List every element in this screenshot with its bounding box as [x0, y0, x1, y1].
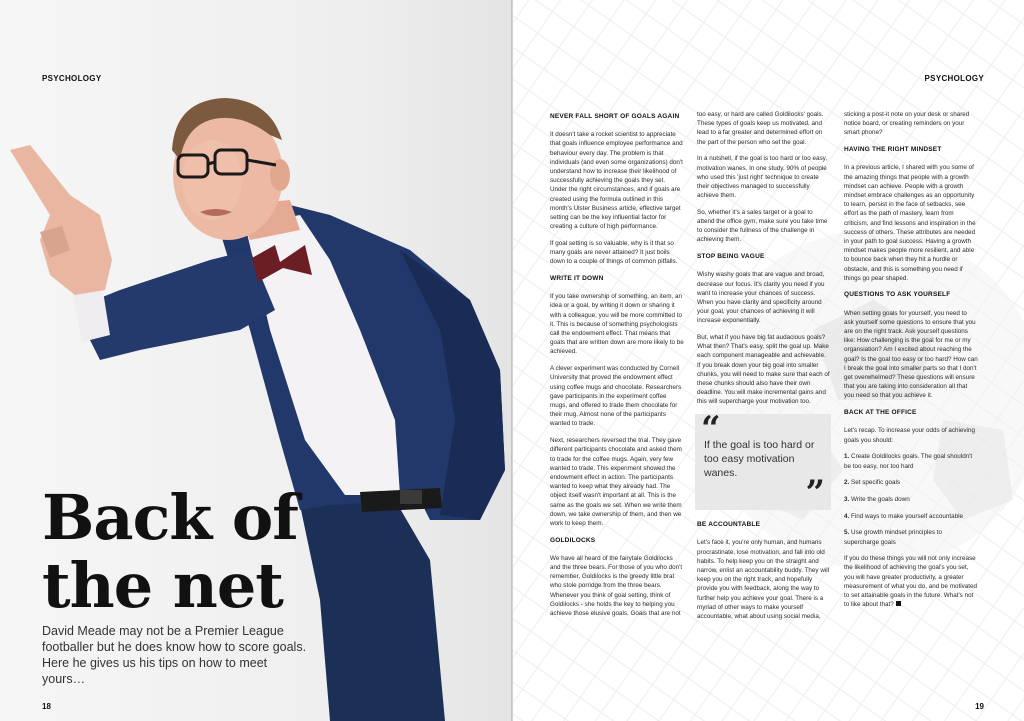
paragraph — [844, 554, 978, 609]
page-number: 18 — [42, 702, 51, 711]
list-text: Write the goals down — [849, 495, 910, 503]
paragraph: A clever experiment was conducted by Cornell University that proved the endowment effect using coffee mugs and chocolate. Researchers gave participants in the experiment coffee mugs, and offered to trade them chocolate for their mug. Almost none of the participants wanted to trade. — [550, 365, 682, 428]
list-item — [844, 495, 978, 504]
paragraph: In a previous article, I shared with you some of the amazing things that people with a growth mindset can achieve. People with a growth mindset embrace challenges as an opportunity to learn, persist in the face of setbacks, see effort as the path of mastery, learn from criticism, and find lessons and inspiration in the success of others. These attributes are needed in your path to goal success. Having a growth mindset makes people more resilient, and able to bounce back when they hit a hurdle or obstacle, and this is something you need if things go pear shaped. — [844, 164, 976, 282]
pull-quote-text: If the goal is too hard or too easy motivation wanes. — [704, 439, 815, 480]
standfirst: David Meade may not be a Premier League footballer but he does know how to score goals. Here he gives us his tips on how to meet yours… — [42, 624, 307, 686]
end-of-article-mark — [896, 601, 901, 606]
paragraph: It doesn't take a rocket scientist to appreciate that goals influence employee performance and behaviour every day. The problem is that individuals (and even some organizations) don't understand how to increase their likelihood of successfully achieving the goals they set. Under the right circumstances, and if goals are created using the formula outlined in this month's Ulster Business article, effective target setting can be the key influential factor for creating a culture of high performance. — [550, 131, 683, 231]
headline-line-2: the net — [42, 549, 283, 622]
list-number: 3. — [844, 495, 850, 503]
headline — [42, 481, 342, 622]
subheading: WRITE IT DOWN — [550, 275, 604, 283]
paragraph: If you take ownership of something, an item, an idea or a goal, by writing it down or sharing it with a colleague, you will be more committed to it. This is because of something psychologists call the endowment effect. That means that goals that are written down are more likely to be achieved. — [550, 293, 684, 356]
list-text: Find ways to make yourself accountable — [849, 512, 964, 520]
paragraph: too easy, or hard are called Goldilocks' goals. These types of goals keep us motivated, and lead to a far greater and determined effort on the part of the person who set the goal. — [697, 111, 824, 146]
subheading: BE ACCOUNTABLE — [697, 521, 761, 529]
list-item — [844, 478, 978, 487]
section-label: PSYCHOLOGY — [42, 74, 102, 83]
list-item — [844, 452, 978, 470]
paragraph: So, whether it's a sales target or a goal to attend the office gym, make sure you take time to consider the fullness of the challenge in achieving them. — [697, 208, 828, 244]
list-item — [844, 528, 978, 546]
section-label: PSYCHOLOGY — [924, 74, 984, 83]
close-quote-mark: ” — [805, 473, 825, 514]
list-number: 5. — [844, 529, 850, 537]
subheading: GOLDILOCKS — [550, 536, 596, 544]
list-text: Use growth mindset principles to supercharge goals — [844, 529, 943, 546]
paragraph: sticking a post-it note on your desk or shared notice board, or creating reminders on your smart phone? — [844, 111, 970, 137]
paragraph: In a nutshell, if the goal is too hard or too easy, motivation wanes. In one study, 90% of people who used this 'just right' technique to create their objectives managed to successfully achieve them. — [697, 155, 828, 200]
subheading: STOP BEING VAGUE — [697, 253, 765, 261]
paragraph: Next, researchers reversed the trial. They gave different participants chocolate and asked them to trade for the coffee mugs. Again, very few wanted to trade. This experiment showed the endowment effect in action. The participants wanted to keep what they already had. The object itself wasn't important at all. This is the same as the goals we set. When we write them down, we take ownership of them, and then we work to keep them. — [550, 437, 682, 527]
headline-line-1: Back of — [42, 481, 298, 554]
page-number: 19 — [975, 702, 984, 711]
pull-quote — [695, 409, 831, 514]
list-number: 2. — [844, 479, 850, 487]
paragraph: We have all heard of the fairytale Goldilocks and the three bears. For those of you who don't remember, Goldilocks is the greedy little brat who stole porridge from the three bears. Whenever you think of goal setting, think of Goldilocks - she holds the key to helping you achieve those elusive goals. Goals that are not — [550, 554, 683, 618]
paragraph: If goal setting is so valuable, why is it that so many goals are never attained? It just boils down to a couple of things of common pitfalls. — [550, 239, 678, 266]
subheading: HAVING THE RIGHT MINDSET — [844, 146, 942, 154]
list-number: 1. — [844, 453, 850, 461]
closing-paragraph: If you do these things you will not only increase the likelihood of achieving the goal's you set, you will have greater productivity, a greater measurement of what you do, and be motivated to set attainable goals in the future. What's not to like about that? — [844, 555, 978, 609]
subheading: BACK AT THE OFFICE — [844, 409, 917, 417]
open-quote-mark: “ — [701, 409, 721, 450]
paragraph: Let's face it, you're only human, and humans procrastinate, lose motivation, and fall into old habits. To help keep you on the straight and narrow, enlist an accountability buddy. They will keep you on the right track, and hopefully provide you with feedback, along the way to further help you achieve your goal. There is a myriad of other ways to make yourself accountable, what about using social media, — [697, 539, 830, 621]
right-page — [513, 0, 1024, 721]
list-item — [844, 512, 978, 521]
paragraph: But, what if you have big fat audacious goals? What then? That's easy, split the goal up. Make each component manageable and achievable. If you break down your big goal into smaller chunks, you will need to make sure that each of these chunks should also have their own deadline. You will make incremental gains and this will supercharge your motivation too. — [697, 334, 830, 406]
paragraph: Wishy washy goals that are vague and broad, decrease our focus. It's clarity you need if you want to increase your chances of success. When you have clarity and specificity around your goal, your chances of achieving it will increase exponentially. — [697, 271, 825, 325]
list-text: Create Goldilocks goals. The goal shouldn't be too easy, nor too hard — [844, 453, 973, 470]
paragraph: Let's recap. To increase your odds of achieving goals you should: — [844, 427, 975, 444]
text-column-2 — [697, 110, 831, 629]
text-column-3 — [844, 110, 978, 617]
paragraph: When setting goals for yourself, you need to ask yourself some questions to ensure that you are on the right track. Ask yourself questions like: How challenging is the goal for me or my organsiation? Am I excited about reaching the goal? Is the goal too easy or too hard? How can I break the goal into smaller parts so that I don't get overwhelmed? These questions will ensure that you are taking into consideration all that you need so that you achieve it. — [844, 309, 978, 400]
list-text: Set specific goals — [849, 479, 901, 487]
subheading: NEVER FALL SHORT OF GOALS AGAIN — [550, 113, 680, 120]
list-number: 4. — [844, 512, 850, 520]
text-column-1 — [550, 110, 684, 626]
subheading: QUESTIONS TO ASK YOURSELF — [844, 291, 951, 299]
